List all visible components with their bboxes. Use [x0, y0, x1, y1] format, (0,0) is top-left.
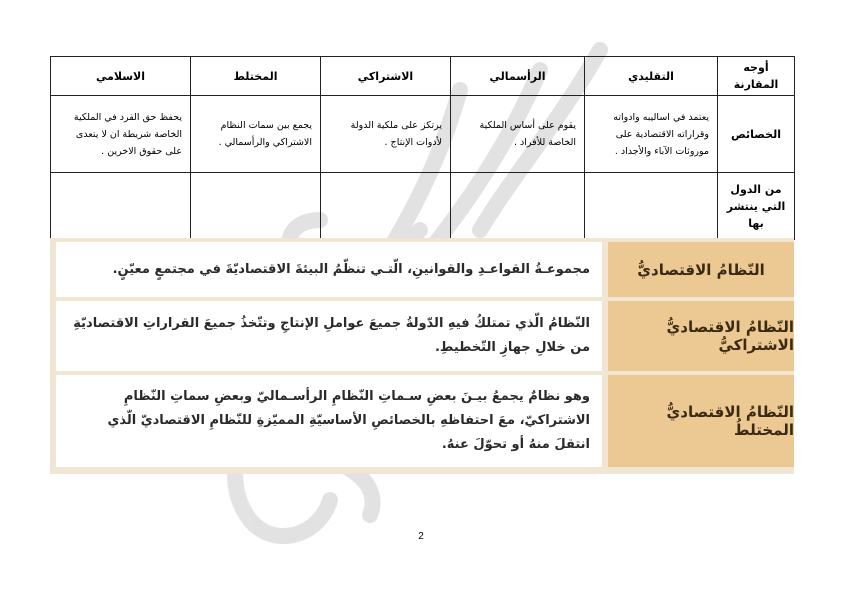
table-cell: [51, 173, 191, 240]
row-label: من الدول التي ينتشر بها: [718, 173, 795, 240]
header-cell: أوجه المقارنة: [718, 57, 795, 96]
row-label: الخصائص: [718, 96, 795, 173]
table-cell: يرتكز على ملكية الدولة لأدوات الإنتاج .: [321, 96, 451, 173]
header-cell: الاشتراكي: [321, 57, 451, 96]
table-cell: يقوم على أساس الملكية الخاصة للأفراد .: [451, 96, 585, 173]
definition-term: النّظامُ الاقتصاديُّ: [608, 242, 794, 297]
definition-row: [50, 301, 794, 371]
table-cell: يجمع بين سمات النظام الاشتراكي والرأسمالي .: [191, 96, 321, 173]
table-row: [51, 96, 795, 173]
table-row: [51, 173, 795, 240]
table-cell: [321, 173, 451, 240]
header-cell: المختلط: [191, 57, 321, 96]
definition-text: النّظامُ الّذي تمتلكُ فيهِ الدّولةُ جميعَ عواملِ الإنتاجِ وتتّخذُ جميعَ القراراتِ الاقتصاديّةِ من خلالِ جهازِ التّخطيطِ.: [56, 301, 602, 371]
table-header-row: [51, 57, 795, 96]
page-number: 2: [418, 531, 424, 542]
definition-text: مجموعـةُ القواعـدِ والقوانينِ، الّتـي تنظّمُ البيئةَ الاقتصاديّةَ في مجتمعٍ معيّنٍ.: [56, 242, 602, 297]
header-cell: الاسلامي: [51, 57, 191, 96]
table-cell: [451, 173, 585, 240]
definitions-panel: [50, 238, 794, 474]
definition-term: النّظامُ الاقتصاديُّ المختلطُ: [608, 375, 794, 467]
header-cell: التقليدي: [585, 57, 718, 96]
definition-row: [50, 242, 794, 297]
definition-row: [50, 375, 794, 467]
comparison-table: [50, 56, 795, 240]
definition-text: وهو نظامٌ يجمعُ بيـنَ بعضِ سـماتِ النّظامِ الرأسـماليّ وبعضِ سماتِ النّظامِ الاشتراكيّ، معَ احتفاظهِ بالخصائصِ الأساسيّةِ المميّزةِ للنّظامِ الاقتصاديّ الّذي انتقلَ منهُ أو تحوّلَ عنهُ.: [56, 375, 602, 467]
definition-term: النّظامُ الاقتصاديُّ الاشتراكيُّ: [608, 301, 794, 371]
table-cell: يحفظ حق الفرد في الملكية الخاصة شريطة ان لا يتعدى على حقوق الاخرين .: [51, 96, 191, 173]
table-cell: [191, 173, 321, 240]
table-cell: يعتمد في اساليبه وادواته وقراراته الاقتصادية على موروثات الآباء والأجداد .: [585, 96, 718, 173]
header-cell: الرأسمالي: [451, 57, 585, 96]
table-cell: [585, 173, 718, 240]
